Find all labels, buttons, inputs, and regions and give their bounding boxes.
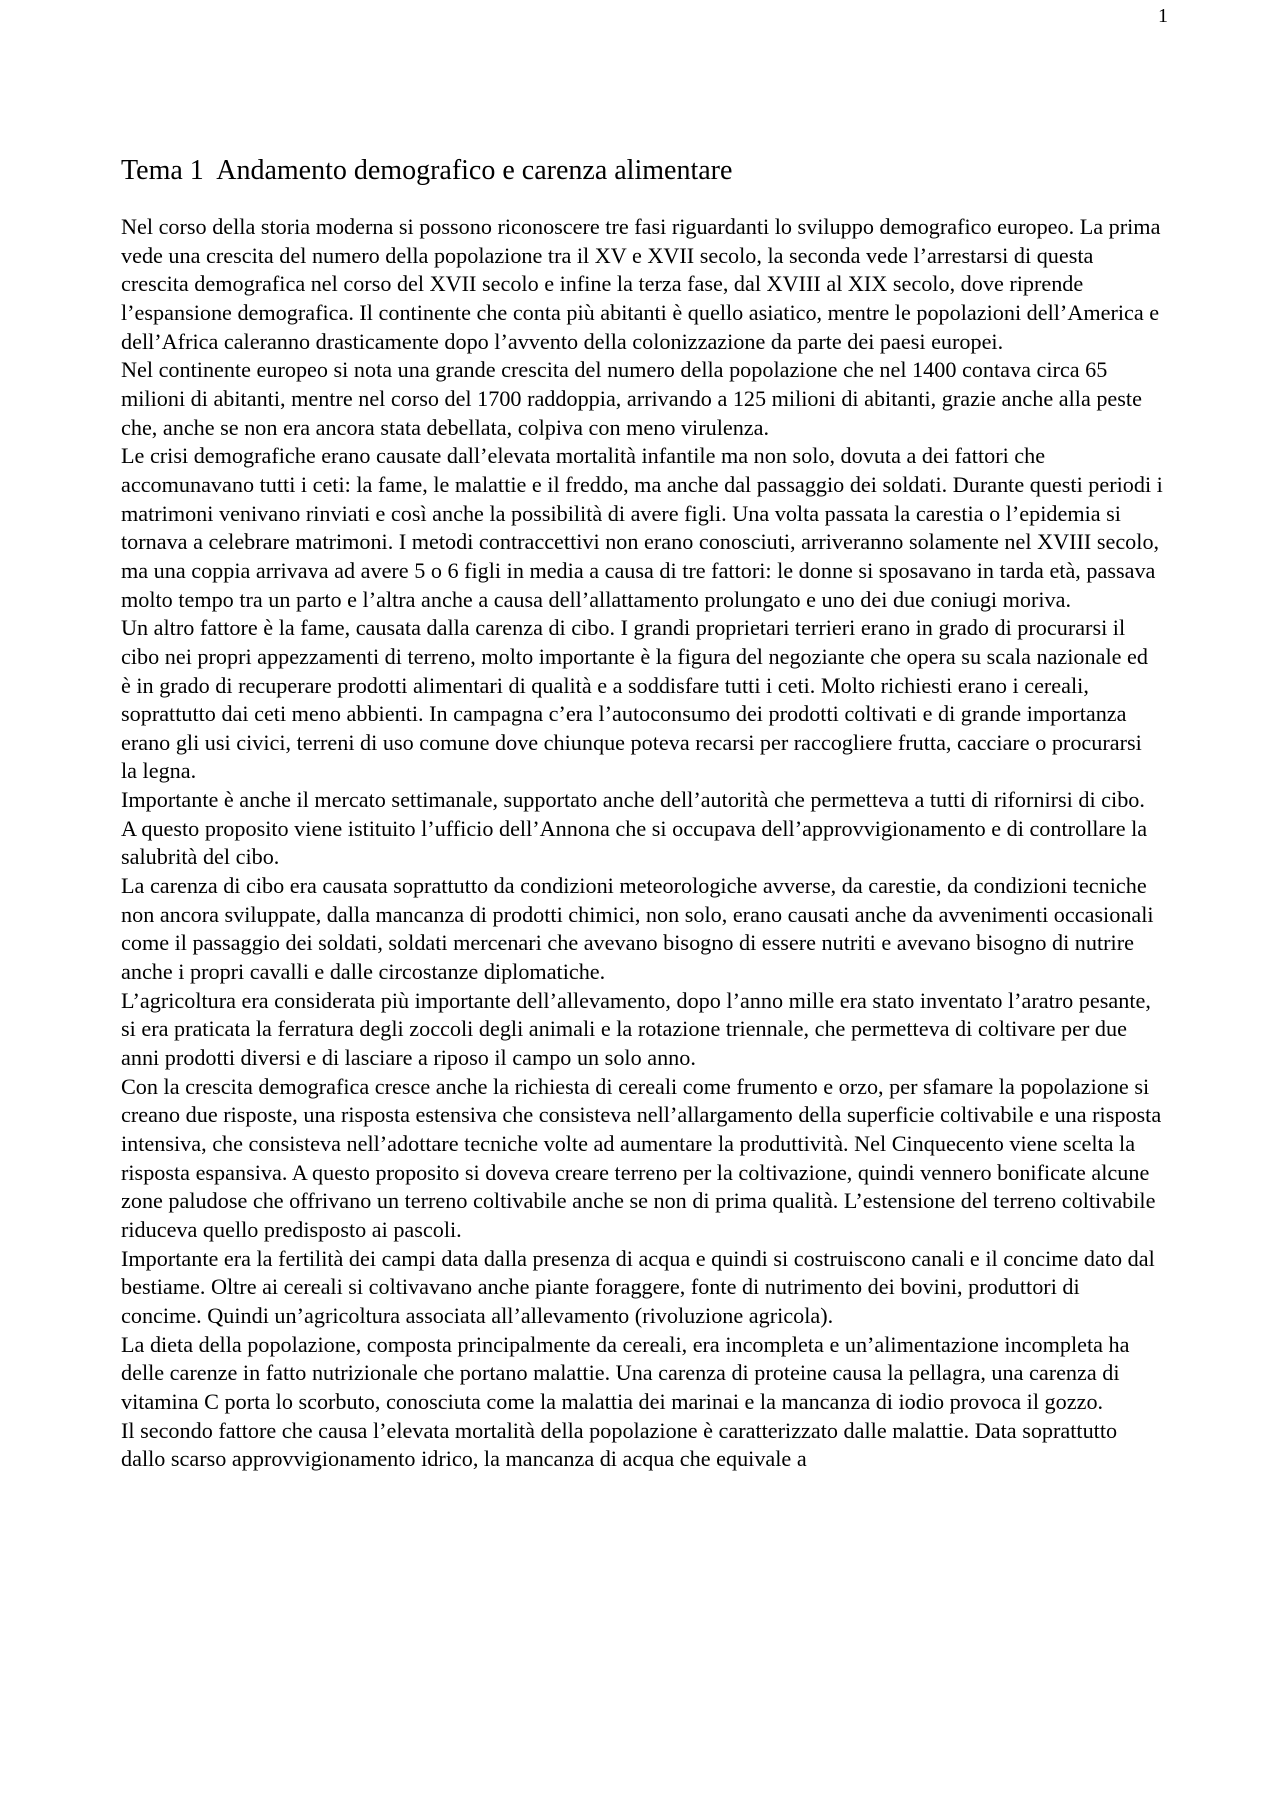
paragraph: La carenza di cibo era causata soprattutto da condizioni meteorologiche avverse, da carestie, da condizioni tecniche non ancora sviluppate, dalla mancanza di prodotti chimici, non solo, erano causati anche da avvenimenti occasionali come il passaggio dei soldati, soldati mercenari che avevano bisogno di essere nutriti e avevano bisogno di nutrire anche i propri cavalli e dalle circostanze diplomatiche.	[121, 873, 1154, 985]
paragraph: Con la crescita demografica cresce anche la richiesta di cereali come frumento e orzo, per sfamare la popolazione si creano due risposte, una risposta estensiva che consisteva nell’allargamento della superficie coltivabile e una risposta intensiva, che consisteva nell’adottare tecniche volte ad aumentare la produttività. Nel Cinquecento viene scelta la risposta espansiva. A questo proposito si doveva creare terreno per la coltivazione, quindi vennero bonificate alcune zone paludose che offrivano un terreno coltivabile anche se non di prima qualità. L’estensione del terreno coltivabile riduceva quello predisposto ai pascoli.	[121, 1073, 1162, 1242]
paragraph: Le crisi demografiche erano causate dall’elevata mortalità infantile ma non solo, dovuta a dei fattori che accomunavano tutti i ceti: la fame, le malattie e il freddo, ma anche dal passaggio dei soldati. Durante questi periodi i matrimoni venivano rinviati e così anche la possibilità di avere figli. Una volta passata la carestia o l’epidemia si tornava a celebrare matrimoni. I metodi contraccettivi non erano conosciuti, arriveranno solamente nel XVIII secolo, ma una coppia arrivava ad avere 5 o 6 figli in media a causa di tre fattori: le donne si sposavano in tarda età, passava molto tempo tra un parto e l’altra anche a causa dell’allattamento prolungato e uno dei due coniugi moriva.	[121, 443, 1163, 612]
page-number: 1	[1158, 5, 1168, 27]
paragraph: La dieta della popolazione, composta principalmente da cereali, era incompleta e un’alimentazione incompleta ha delle carenze in fatto nutrizionale che portano malattie. Una carenza di proteine causa la pellagra, una carenza di vitamina C porta lo scorbuto, conosciuta come la malattia dei marinai e la mancanza di iodio provoca il gozzo.	[121, 1331, 1130, 1414]
paragraph: Nel continente europeo si nota una grande crescita del numero della popolazione che nel 1400 contava circa 65 milioni di abitanti, mentre nel corso del 1700 raddoppia, arrivando a 125 milioni di abitanti, grazie anche alla peste che, anche se non era ancora stata debellata, colpiva con meno virulenza.	[121, 357, 1142, 440]
document-body	[121, 213, 1163, 1474]
page-title: Tema 1 Andamento demografico e carenza alimentare	[121, 155, 733, 186]
paragraph: Un altro fattore è la fame, causata dalla carenza di cibo. I grandi proprietari terrieri erano in grado di procurarsi il cibo nei propri appezzamenti di terreno, molto importante è la figura del negoziante che opera su scala nazionale ed è in grado di recuperare prodotti alimentari di qualità e a soddisfare tutti i ceti. Molto richiesti erano i cereali, soprattutto dai ceti meno abbienti. In campagna c’era l’autoconsumo dei prodotti coltivati e di grande importanza erano gli usi civici, terreni di uso comune dove chiunque poteva recarsi per raccogliere frutta, cacciare o procurarsi la legna.	[121, 615, 1148, 784]
paragraph: L’agricoltura era considerata più importante dell’allevamento, dopo l’anno mille era stato inventato l’aratro pesante, si era praticata la ferratura degli zoccoli degli animali e la rotazione triennale, che permetteva di coltivare per due anni prodotti diversi e di lasciare a riposo il campo un solo anno.	[121, 987, 1151, 1071]
paragraph: Importante era la fertilità dei campi data dalla presenza di acqua e quindi si costruiscono canali e il concime dato dal bestiame. Oltre ai cereali si coltivavano anche piante foraggere, fonte di nutrimento dei bovini, produttori di concime. Quindi un’agricoltura associata all’allevamento (rivoluzione agricola).	[121, 1245, 1155, 1328]
paragraph: Importante è anche il mercato settimanale, supportato anche dell’autorità che permetteva a tutti di rifornirsi di cibo. A questo proposito viene istituito l’ufficio dell’Annona che si occupava dell’approvvigionamento e di controllare la salubrità del cibo.	[121, 787, 1148, 870]
paragraph: Nel corso della storia moderna si possono riconoscere tre fasi riguardanti lo sviluppo demografico europeo. La prima vede una crescita del numero della popolazione tra il XV e XVII secolo, la seconda vede l’arrestarsi di questa crescita demografica nel corso del XVII secolo e infine la terza fase, dal XVIII al XIX secolo, dove riprende l’espansione demografica. Il continente che conta più abitanti è quello asiatico, mentre le popolazioni dell’America e dell’Africa caleranno drasticamente dopo l’avvento della colonizzazione da parte dei paesi europei.	[121, 214, 1161, 354]
paragraph: Il secondo fattore che causa l’elevata mortalità della popolazione è caratterizzato dalle malattie. Data soprattutto dallo scarso approvvigionamento idrico, la mancanza di acqua che equivale a	[121, 1417, 1118, 1472]
